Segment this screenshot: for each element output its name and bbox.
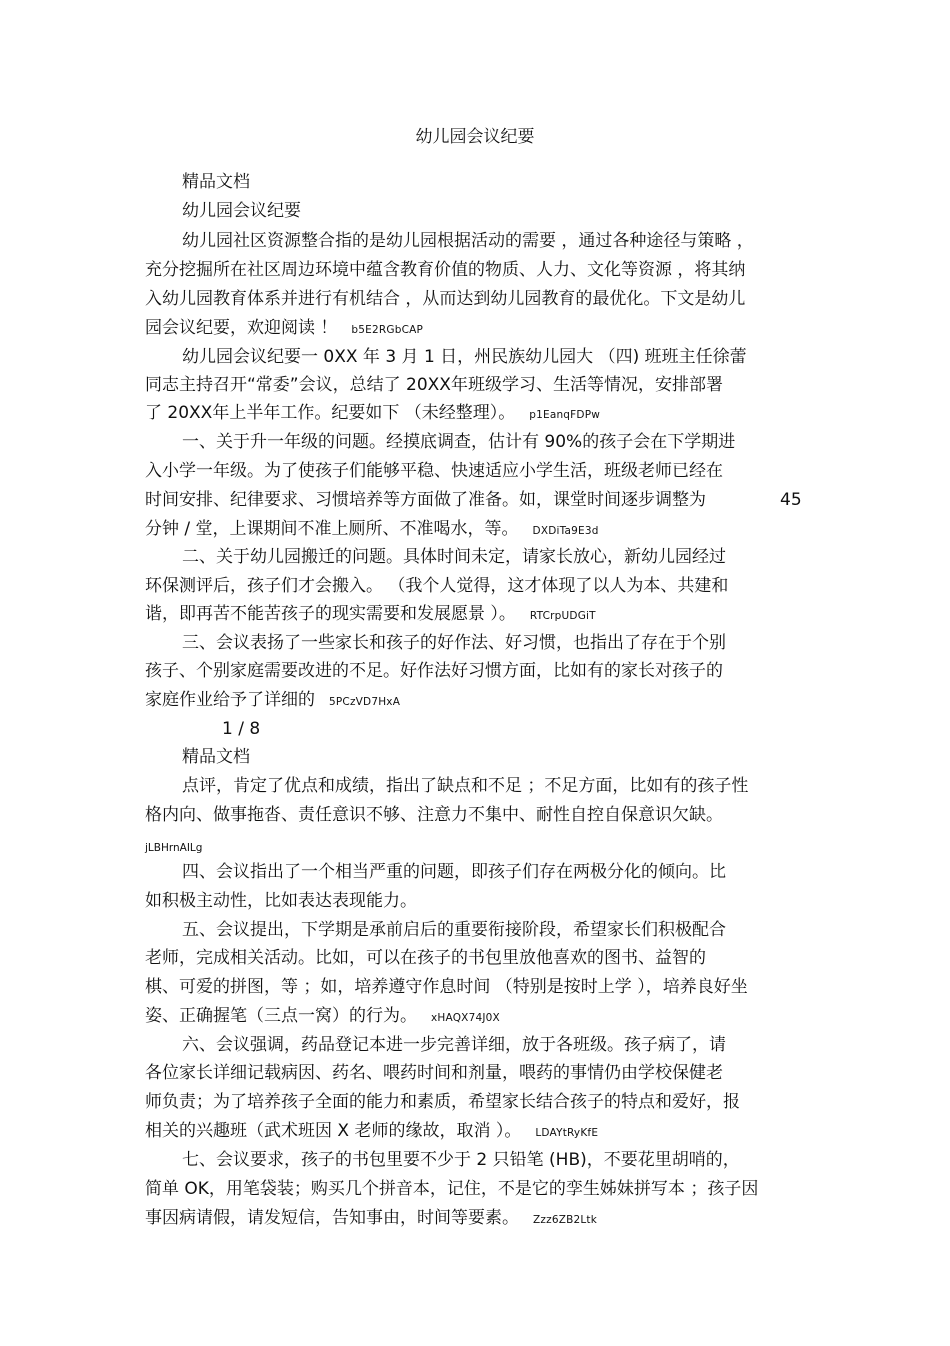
doc-code: xHAQX74J0X (431, 1012, 500, 1024)
page-number: 1 / 8 (222, 719, 261, 739)
document-title: 幼儿园会议纪要 (415, 127, 535, 147)
paragraph-line: 谐，即再苦不能苦孩子的现实需要和发展愿景 ）。 RTCrpUDGiT (145, 604, 596, 624)
subtitle: 幼儿园会议纪要 (182, 201, 301, 221)
paragraph-line: 如积极主动性，比如表达表现能力。 (145, 891, 417, 911)
paragraph-line: 孩子、个别家庭需要改进的不足。好作法好习惯方面，比如有的家长对孩子的 (145, 661, 723, 681)
paragraph-line: 时间安排、纪律要求、习惯培养等方面做了准备。如，课堂时间逐步调整为 (145, 490, 706, 510)
paragraph-line: 棋、可爱的拼图，等 ；如，培养遵守作息时间 （特别是按时上学 ），培养良好坐 (145, 977, 748, 997)
intro-line: 园会议纪要，欢迎阅读 ！ b5E2RGbCAP (145, 318, 424, 338)
paragraph-line: 分钟 / 堂，上课期间不准上厕所、不准喝水，等。 DXDiTa9E3d (145, 519, 599, 539)
paragraph-line: 幼儿园会议纪要一 0XX 年 3 月 1 日，州民族幼儿园大 （四) 班班主任徐蕾 (182, 347, 747, 367)
paragraph-line: 入小学一年级。为了使孩子们能够平稳、快速适应小学生活，班级老师已经在 (145, 461, 723, 481)
paragraph-line: 相关的兴趣班（武术班因 X 老师的缘故，取消 ）。 LDAYtRyKfE (145, 1121, 599, 1141)
paragraph-line: 点评，肯定了优点和成绩，指出了缺点和不足 ；不足方面，比如有的孩子性 (182, 776, 749, 796)
paragraph-line: 事因病请假，请发短信，告知事由，时间等要素。 Zzz6ZB2Ltk (145, 1208, 598, 1228)
doc-code: b5E2RGbCAP (351, 324, 424, 336)
paragraph-line: 姿、正确握笔（三点一窝）的行为。 xHAQX74J0X (145, 1006, 500, 1026)
doc-code: p1EanqFDPw (529, 409, 601, 421)
doc-code: jLBHrnAILg (145, 842, 203, 854)
doc-code: 5PCzVD7HxA (329, 696, 401, 708)
paragraph-line: 了 20XX年上半年工作。纪要如下 （未经整理）。 p1EanqFDPw (145, 403, 601, 423)
header-label: 精品文档 (182, 172, 250, 192)
paragraph-line: 格内向、做事拖沓、责任意识不够、注意力不集中、耐性自控自保意识欠缺。 (145, 805, 723, 825)
paragraph-line: 三、会议表扬了一些家长和孩子的好作法、好习惯，也指出了存在于个别 (182, 633, 726, 653)
paragraph-line: 五、会议提出，下学期是承前启后的重要衔接阶段，希望家长们积极配合 (182, 920, 726, 940)
doc-code: Zzz6ZB2Ltk (533, 1214, 598, 1226)
paragraph-line: 二、关于幼儿园搬迁的问题。具体时间未定，请家长放心，新幼儿园经过 (182, 547, 726, 567)
intro-line: 充分挖掘所在社区周边环境中蕴含教育价值的物质、人力、文化等资源 ，将其纳 (145, 260, 746, 280)
paragraph-line: 四、会议指出了一个相当严重的问题，即孩子们存在两极分化的倾向。比 (182, 862, 726, 882)
paragraph-number: 45 (780, 490, 802, 510)
paragraph-line: 环保测评后，孩子们才会搬入。 （我个人觉得，这才体现了以人为本、共建和 (145, 576, 729, 596)
intro-line: 幼儿园社区资源整合指的是幼儿园根据活动的需要 ，通过各种途径与策略 ， (182, 231, 754, 251)
intro-line: 入幼儿园教育体系并进行有机结合 ，从而达到幼儿园教育的最优化。下文是幼儿 (145, 289, 746, 309)
paragraph-line: 家庭作业给予了详细的 5PCzVD7HxA (145, 690, 401, 710)
paragraph-line: 老师，完成相关活动。比如，可以在孩子的书包里放他喜欢的图书、益智的 (145, 948, 706, 968)
paragraph-line: 七、会议要求，孩子的书包里要不少于 2 只铅笔 (HB)，不要花里胡哨的， (182, 1150, 740, 1170)
header-label: 精品文档 (182, 747, 250, 767)
paragraph-line: 六、会议强调，药品登记本进一步完善详细，放于各班级。孩子病了，请 (182, 1035, 726, 1055)
paragraph-line: 各位家长详细记载病因、药名、喂药时间和剂量，喂药的事情仍由学校保健老 (145, 1063, 723, 1083)
paragraph-line: 简单 OK，用笔袋装；购买几个拼音本，记住，不是它的孪生姊妹拼写本 ；孩子因 (145, 1179, 759, 1199)
paragraph-line: 同志主持召开“常委”会议，总结了 20XX年班级学习、生活等情况，安排部署 (145, 375, 723, 395)
doc-code: LDAYtRyKfE (535, 1127, 599, 1139)
doc-code: RTCrpUDGiT (529, 610, 596, 622)
paragraph-line: 师负责；为了培养孩子全面的能力和素质，希望家长结合孩子的特点和爱好，报 (145, 1092, 740, 1112)
paragraph-line: 一、关于升一年级的问题。经摸底调查，估计有 90%的孩子会在下学期进 (182, 432, 736, 452)
doc-code: DXDiTa9E3d (532, 525, 599, 537)
